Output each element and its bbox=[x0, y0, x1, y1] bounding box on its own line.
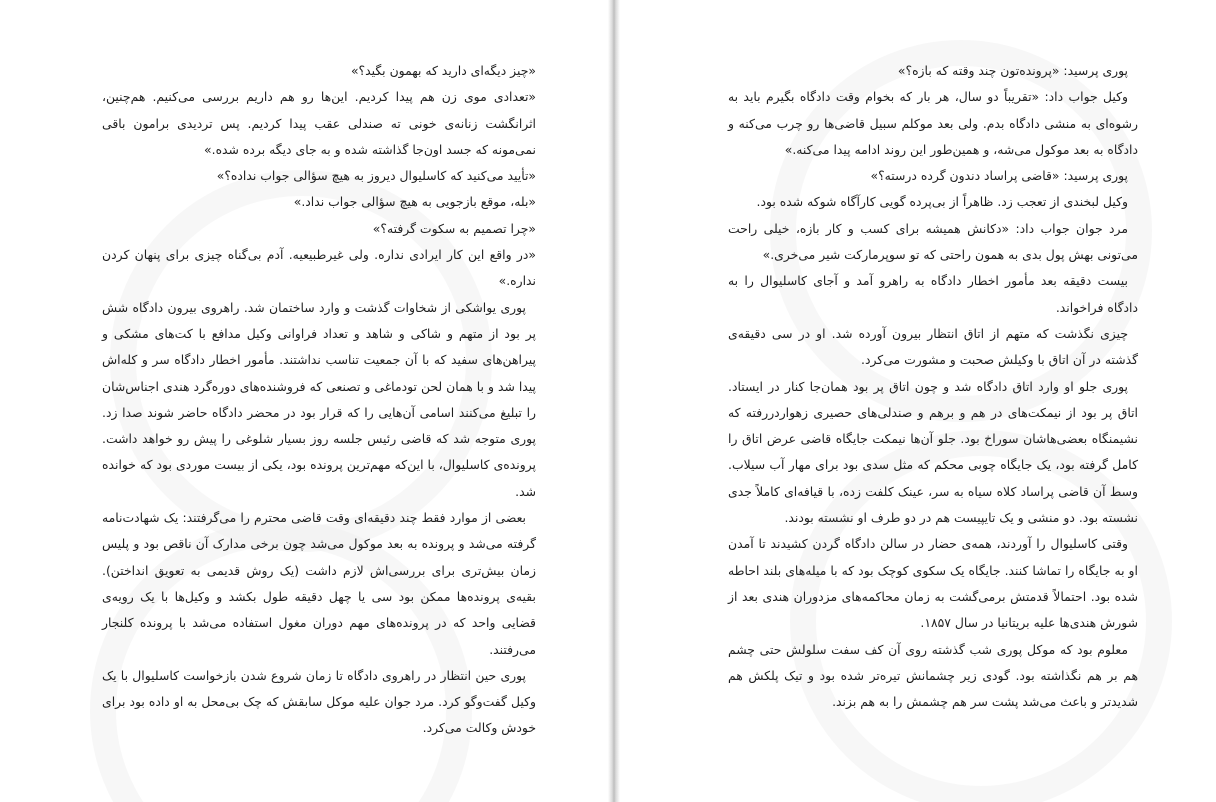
paragraph: پوری حین انتظار در راهروی دادگاه تا زمان شروع شدن بازخواست کاسلیوال با یک وکیل گفت‌وگو کرد. مرد جوان علیه موکل سابقش که چک بی‌محل به او داده بود برای خودش وکالت می‌کرد. bbox=[102, 667, 536, 736]
paragraph: «تأیید می‌کنید که کاسلیوال دیروز به هیچ سؤالی جواب نداده؟» bbox=[216, 168, 536, 184]
paragraph: پوری پرسید: «پرونده‌تون چند وقته که بازه؟» bbox=[897, 63, 1128, 78]
paragraph: «چیز دیگه‌ای دارید که بهمون بگید؟» bbox=[350, 63, 536, 78]
paragraph: مرد جوان جواب داد: «دکانش همیشه برای کسب و کار بازه، خیلی راحت می‌تونی بهش پول بدی به همون راحتی که تو سوپرمارکت شیر می‌خری.» bbox=[728, 220, 1138, 263]
paragraph: بعضی از موارد فقط چند دقیقه‌ای وقت قاضی محترم را می‌گرفتند: یک شهادت‌نامه گرفته می‌شد و پرونده به بعد موکول می‌شد چون برخی مدارک آن ناقص بود و پلیس زمان بیش‌تری برای بررسی‌اش لازم داشت (یک روش قدیمی به تعویق انداختن). بقیه‌ی پرونده‌ها ممکن بود سی یا چهل دقیقه طول بکشد و وکیل‌ها با یک رویه‌ی قضایی واحد که در پرونده‌های مهم دوران مغول استفاده می‌شد با پرونده کلنجار می‌رفتند. bbox=[102, 510, 536, 657]
paragraph: «تعدادی موی زن هم پیدا کردیم. این‌ها رو هم داریم بررسی می‌کنیم. هم‌چنین، اثرانگشت زنانه‌ی خونی ته صندلی عقب پیدا کردیم. پس تردیدی برامون باقی نمی‌مونه که جسد اون‌جا گذاشته شده و به جای دیگه برده شده.» bbox=[102, 89, 536, 157]
paragraph: وکیل جواب داد: «تقریباً دو سال، هر بار که بخوام وقت دادگاه بگیرم باید به رشوه‌ای به منشی دادگاه بدم. ولی بعد موکلم سبیل قاضی‌ها رو چرب می‌کنه و دادگاه به بعد موکول می‌شه، و همین‌طور این روند ادامه پیدا می‌کنه.» bbox=[728, 89, 1138, 157]
paragraph: «چرا تصمیم به سکوت گرفته؟» bbox=[372, 220, 536, 236]
paragraph: پوری یواشکی از شخاوات گذشت و وارد ساختمان شد. راهروی بیرون دادگاه شش پر بود از متهم و شاکی و شاهد و تعداد فراوانی وکیل مدافع با کت‌های مشکی و پیراهن‌های سفید که با آن جمعیت تناسب نداشتند. مأمور اخطار دادگاه سر و کله‌اش پیدا شد و با همان لحن تودماغی و تصنعی که فروشنده‌های دوره‌گرد هندی اجناس‌شان را تبلیغ می‌کنند اسامی آن‌هایی را که قرار بود در محضر دادگاه حاضر شوند صدا زد. پوری متوجه شد که قاضی رئیس جلسه روز بسیار شلوغی را پیش رو خواهد داشت. پرونده‌ی کاسلیوال، با این‌که مهم‌ترین پرونده بود، یکی از بیست موردی بود که خوانده شد. bbox=[102, 299, 536, 499]
right-page bbox=[620, 0, 1216, 802]
paragraph: چیزی نگذشت که متهم از اتاق انتظار بیرون آورده شد. او در سی دقیقه‌ی گذشته در آن اتاق با وکیلش صحبت و مشورت می‌کرد. bbox=[728, 325, 1138, 368]
left-page-text bbox=[102, 58, 536, 742]
paragraph: «بله، موقع بازجویی به هیچ سؤالی جواب نداد.» bbox=[293, 194, 536, 210]
paragraph: وکیل لبخندی از تعجب زد. ظاهراً از بی‌پرده گویی کارآگاه شوکه شده بود. bbox=[756, 194, 1128, 210]
paragraph: معلوم بود که موکل پوری شب گذشته روی آن کف سفت سلولش حتی چشم هم بر هم نگذاشته بود. گودی زیر چشمانش تیره‌تر شده بود و تیک پلکش هم شدیدتر و باعث می‌شد پشت سر هم چشمش را به هم بزند. bbox=[728, 641, 1138, 710]
paragraph: بیست دقیقه بعد مأمور اخطار دادگاه به راهرو آمد و آجای کاسلیوال را به دادگاه فراخواند. bbox=[728, 273, 1138, 315]
paragraph: «در واقع این کار ایرادی نداره. ولی غیرطبیعیه. آدم بی‌گناه چیزی برای پنهان کردن نداره.» bbox=[102, 247, 536, 289]
paragraph: وقتی کاسلیوال را آوردند، همه‌ی حضار در سالن دادگاه گردن کشیدند تا آمدن او به جایگاه را تماشا کنند. جایگاه یک سکوی کوچک بود که با میله‌های بلند احاطه شده بود. احتمالاً قدمتش برمی‌گشت به زمان محاکمه‌های مزدوران هندی بعد از شورش هندی‌ها علیه بریتانیا در سال ۱۸۵۷. bbox=[728, 536, 1138, 631]
book-gutter bbox=[608, 0, 620, 802]
paragraph: پوری پرسید: «قاضی پراساد دندون گرده درسته؟» bbox=[870, 168, 1128, 184]
paragraph: پوری جلو او وارد اتاق دادگاه شد و چون اتاق پر بود همان‌جا کنار در ایستاد. اتاق پر بود از نیمکت‌های در هم و برهم و صندلی‌های حصیری زهواردررفته که نشیمنگاه بعضی‌هاشان سوراخ بود. جلو آن‌ها نیمکت جایگاه قاضی عرض اتاق را کامل گرفته بود، یک جایگاه چوبی محکم که مثل سدی بود برای مهار آب سیلاب. وسط آن قاضی پراساد کلاه سیاه به سر، عینک کلفت زده، با قیافه‌ای کاملاً جدی نشسته بود. دو منشی و یک تایپیست هم در دو طرف او نشسته بودند. bbox=[728, 378, 1138, 526]
right-page-text bbox=[728, 58, 1138, 715]
